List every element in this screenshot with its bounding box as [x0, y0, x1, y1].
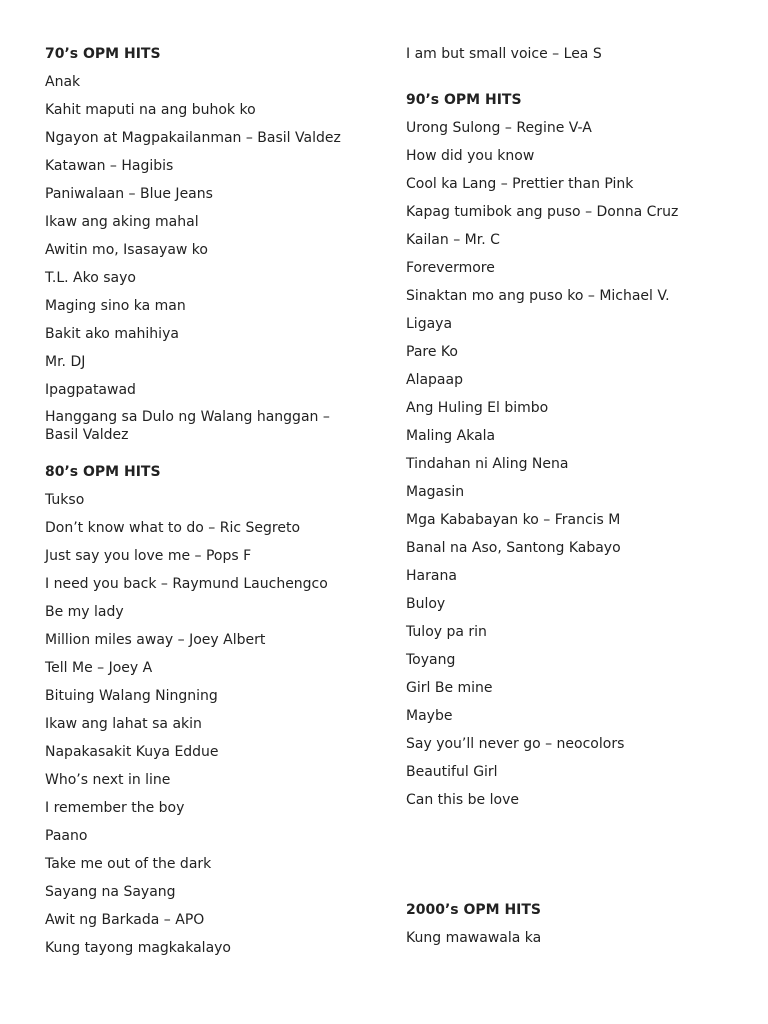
song-item: Mga Kababayan ko – Francis M: [406, 512, 621, 528]
song-item: Kailan – Mr. C: [406, 232, 500, 248]
section-heading-2000s: 2000’s OPM HITS: [406, 902, 542, 918]
song-item: Toyang: [406, 652, 456, 668]
left-column: [45, 44, 345, 966]
song-item: Don’t know what to do – Ric Segreto: [45, 520, 301, 536]
song-item: Take me out of the dark: [45, 856, 212, 872]
song-item: Maling Akala: [406, 428, 496, 444]
song-item: Magasin: [406, 484, 465, 500]
song-item: Can this be love: [406, 792, 519, 808]
song-item: I remember the boy: [45, 800, 185, 816]
song-item: I am but small voice – Lea S: [406, 46, 602, 62]
section-spacer: [406, 818, 736, 900]
song-item: Paniwalaan – Blue Jeans: [45, 186, 213, 202]
section-90s: [406, 90, 736, 818]
song-item: Maging sino ka man: [45, 298, 186, 314]
section-heading-70s: 70’s OPM HITS: [45, 46, 161, 62]
song-item: Kung tayong magkakalayo: [45, 940, 231, 956]
song-item: Sayang na Sayang: [45, 884, 176, 900]
song-item: Paano: [45, 828, 88, 844]
song-item: Kahit maputi na ang buhok ko: [45, 102, 256, 118]
section-2000s: [406, 900, 736, 956]
song-item: Awit ng Barkada – APO: [45, 912, 205, 928]
song-item: Tukso: [45, 492, 85, 508]
song-item: Alapaap: [406, 372, 463, 388]
song-item: Forevermore: [406, 260, 495, 276]
song-item: How did you know: [406, 148, 535, 164]
song-item: Hanggang sa Dulo ng Walang hanggan – Basil Valdez: [45, 409, 330, 443]
song-item: Buloy: [406, 596, 446, 612]
song-item: Beautiful Girl: [406, 764, 498, 780]
section-spacer: [406, 72, 736, 90]
song-item: Napakasakit Kuya Eddue: [45, 744, 219, 760]
song-item: Urong Sulong – Regine V-A: [406, 120, 592, 136]
song-item: Awitin mo, Isasayaw ko: [45, 242, 208, 258]
song-item: Cool ka Lang – Prettier than Pink: [406, 176, 634, 192]
section-70s: [45, 44, 345, 444]
right-column: [406, 44, 736, 956]
song-item: Ikaw ang aking mahal: [45, 214, 199, 230]
song-item: Ang Huling El bimbo: [406, 400, 549, 416]
song-item: Mr. DJ: [45, 354, 86, 370]
section-spacer: [45, 444, 345, 462]
song-item: Who’s next in line: [45, 772, 171, 788]
song-item: T.L. Ako sayo: [45, 270, 136, 286]
song-item: Tuloy pa rin: [406, 624, 487, 640]
song-item: Pare Ko: [406, 344, 458, 360]
song-item: Maybe: [406, 708, 453, 724]
song-item: Be my lady: [45, 604, 124, 620]
song-item: Million miles away – Joey Albert: [45, 632, 266, 648]
song-item: Harana: [406, 568, 457, 584]
song-item: Say you’ll never go – neocolors: [406, 736, 625, 752]
song-item: Bituing Walang Ningning: [45, 688, 218, 704]
song-item: Katawan – Hagibis: [45, 158, 174, 174]
song-item: Kapag tumibok ang puso – Donna Cruz: [406, 204, 679, 220]
song-item: I need you back – Raymund Lauchengco: [45, 576, 328, 592]
song-item: Ngayon at Magpakailanman – Basil Valdez: [45, 130, 341, 146]
section-heading-80s: 80’s OPM HITS: [45, 464, 161, 480]
song-item: Ipagpatawad: [45, 382, 136, 398]
song-item: Ligaya: [406, 316, 453, 332]
song-item: Anak: [45, 74, 81, 90]
song-item: Bakit ako mahihiya: [45, 326, 179, 342]
section-heading-90s: 90’s OPM HITS: [406, 92, 522, 108]
song-item: Just say you love me – Pops F: [45, 548, 252, 564]
song-item: Kung mawawala ka: [406, 930, 542, 946]
song-item: Banal na Aso, Santong Kabayo: [406, 540, 621, 556]
section-80s: [45, 462, 345, 966]
song-item: Tindahan ni Aling Nena: [406, 456, 569, 472]
song-item: Ikaw ang lahat sa akin: [45, 716, 202, 732]
song-item: Tell Me – Joey A: [45, 660, 153, 676]
song-item: Sinaktan mo ang puso ko – Michael V.: [406, 288, 670, 304]
song-item: Girl Be mine: [406, 680, 493, 696]
